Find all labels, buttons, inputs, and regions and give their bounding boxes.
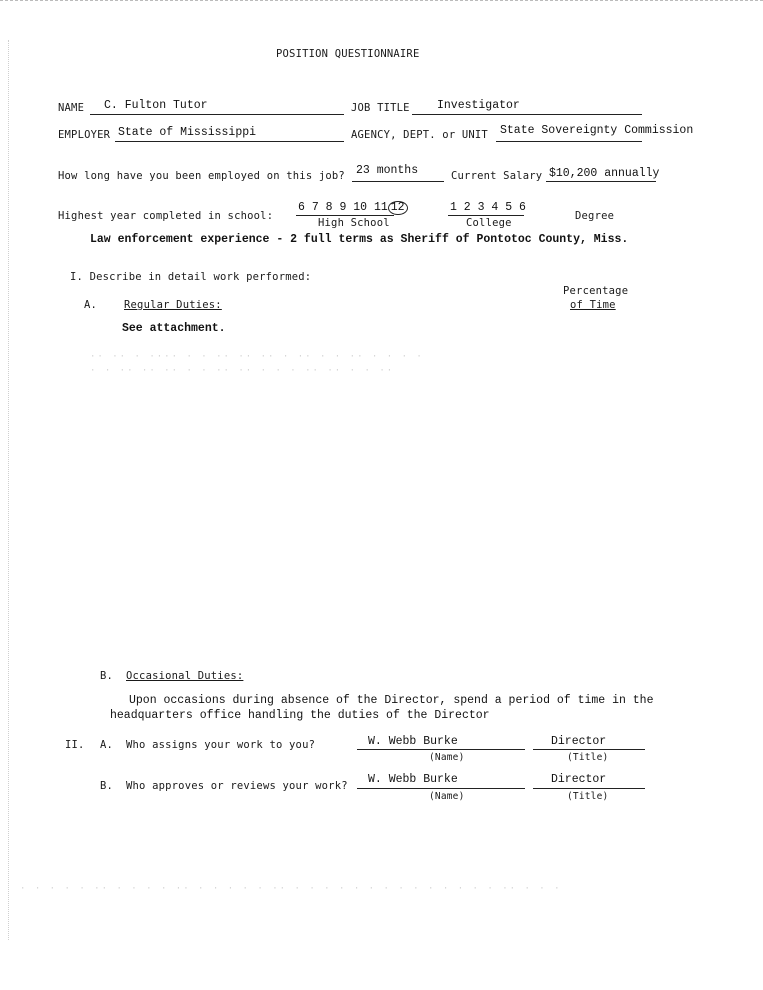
reviews-title-underline <box>533 788 645 789</box>
reviews-name-caption: (Name) <box>429 791 465 802</box>
page-edge <box>0 0 763 1</box>
bleed-through-marks: · · ·· ·· ·· · · ·· ·· · · · ·· ·· · · ·· <box>90 366 395 376</box>
job-title-value: Investigator <box>437 99 520 112</box>
college-caption: College <box>466 217 512 229</box>
regular-duties-prefix: A. <box>84 299 98 311</box>
reviews-title-caption: (Title) <box>567 791 609 802</box>
salary-label: Current Salary <box>451 170 543 182</box>
employed-underline <box>352 181 444 182</box>
of-time-label: of Time <box>570 299 616 311</box>
section-1-heading: I. Describe in detail work performed: <box>70 271 312 283</box>
name-label: NAME <box>58 102 85 114</box>
assigns-title-caption: (Title) <box>567 752 609 763</box>
agency-value: State Sovereignty Commission <box>500 124 694 137</box>
assigns-name-caption: (Name) <box>429 752 465 763</box>
employer-label: EMPLOYER <box>58 129 111 141</box>
reviews-work-question: Who approves or reviews your work? <box>126 780 348 792</box>
job-title-underline <box>412 114 642 115</box>
question-b-prefix: B. <box>100 780 114 792</box>
high-school-caption: High School <box>318 217 390 229</box>
reviews-name-underline <box>357 788 525 789</box>
question-a-prefix: A. <box>100 739 114 751</box>
salary-value: $10,200 annually <box>549 167 660 180</box>
selected-year-circle: 12 <box>388 201 408 215</box>
salary-underline <box>546 181 656 182</box>
agency-underline <box>496 141 642 142</box>
occasional-duties-label: Occasional Duties: <box>126 670 244 682</box>
job-title-label: JOB TITLE <box>351 102 410 114</box>
high-school-underline <box>296 215 394 216</box>
percentage-label: Percentage <box>563 285 629 297</box>
experience-line: Law enforcement experience - 2 full terms as Sheriff of Pontotoc County, Miss. <box>90 233 629 246</box>
reviews-work-title: Director <box>551 773 607 786</box>
margin-marks <box>8 40 9 940</box>
occasional-duties-prefix: B. <box>100 670 114 682</box>
section-2-roman: II. <box>65 739 85 751</box>
school-label: Highest year completed in school: <box>58 210 274 222</box>
employer-underline <box>115 141 344 142</box>
form-title: POSITION QUESTIONNAIRE <box>276 48 420 60</box>
degree-label: Degree <box>575 210 615 222</box>
regular-duties-label: Regular Duties: <box>124 299 222 311</box>
reviews-work-name: W. Webb Burke <box>368 773 458 786</box>
bleed-through-marks: ·· ·· · ···· · · ·· ·· ·· · ·· · · ·· · · · · <box>90 352 424 362</box>
name-underline <box>90 114 344 115</box>
occasional-duties-line-1: Upon occasions during absence of the Director, spend a period of time in the <box>129 694 654 707</box>
assigns-name-underline <box>357 749 525 750</box>
college-years: 1 2 3 4 5 6 <box>450 201 526 214</box>
scan-noise: · · · · · ·· · · · · ·· · · · · · ·· · · · · · · · · · · · · · · ·· · · · <box>20 884 562 894</box>
college-underline <box>448 215 524 216</box>
occasional-duties-line-2: headquarters office handling the duties of the Director <box>110 709 490 722</box>
employed-value: 23 months <box>356 164 419 177</box>
agency-label: AGENCY, DEPT. or UNIT <box>351 129 488 141</box>
assigns-work-name: W. Webb Burke <box>368 735 458 748</box>
employed-label: How long have you been employed on this job? <box>58 170 345 182</box>
regular-duties-text: See attachment. <box>122 322 226 335</box>
high-school-years: 6 7 8 9 10 11 12 <box>298 201 408 215</box>
name-value: C. Fulton Tutor <box>104 99 208 112</box>
employer-value: State of Mississippi <box>118 126 257 139</box>
assigns-work-title: Director <box>551 735 607 748</box>
assigns-title-underline <box>533 749 645 750</box>
assigns-work-question: Who assigns your work to you? <box>126 739 316 751</box>
